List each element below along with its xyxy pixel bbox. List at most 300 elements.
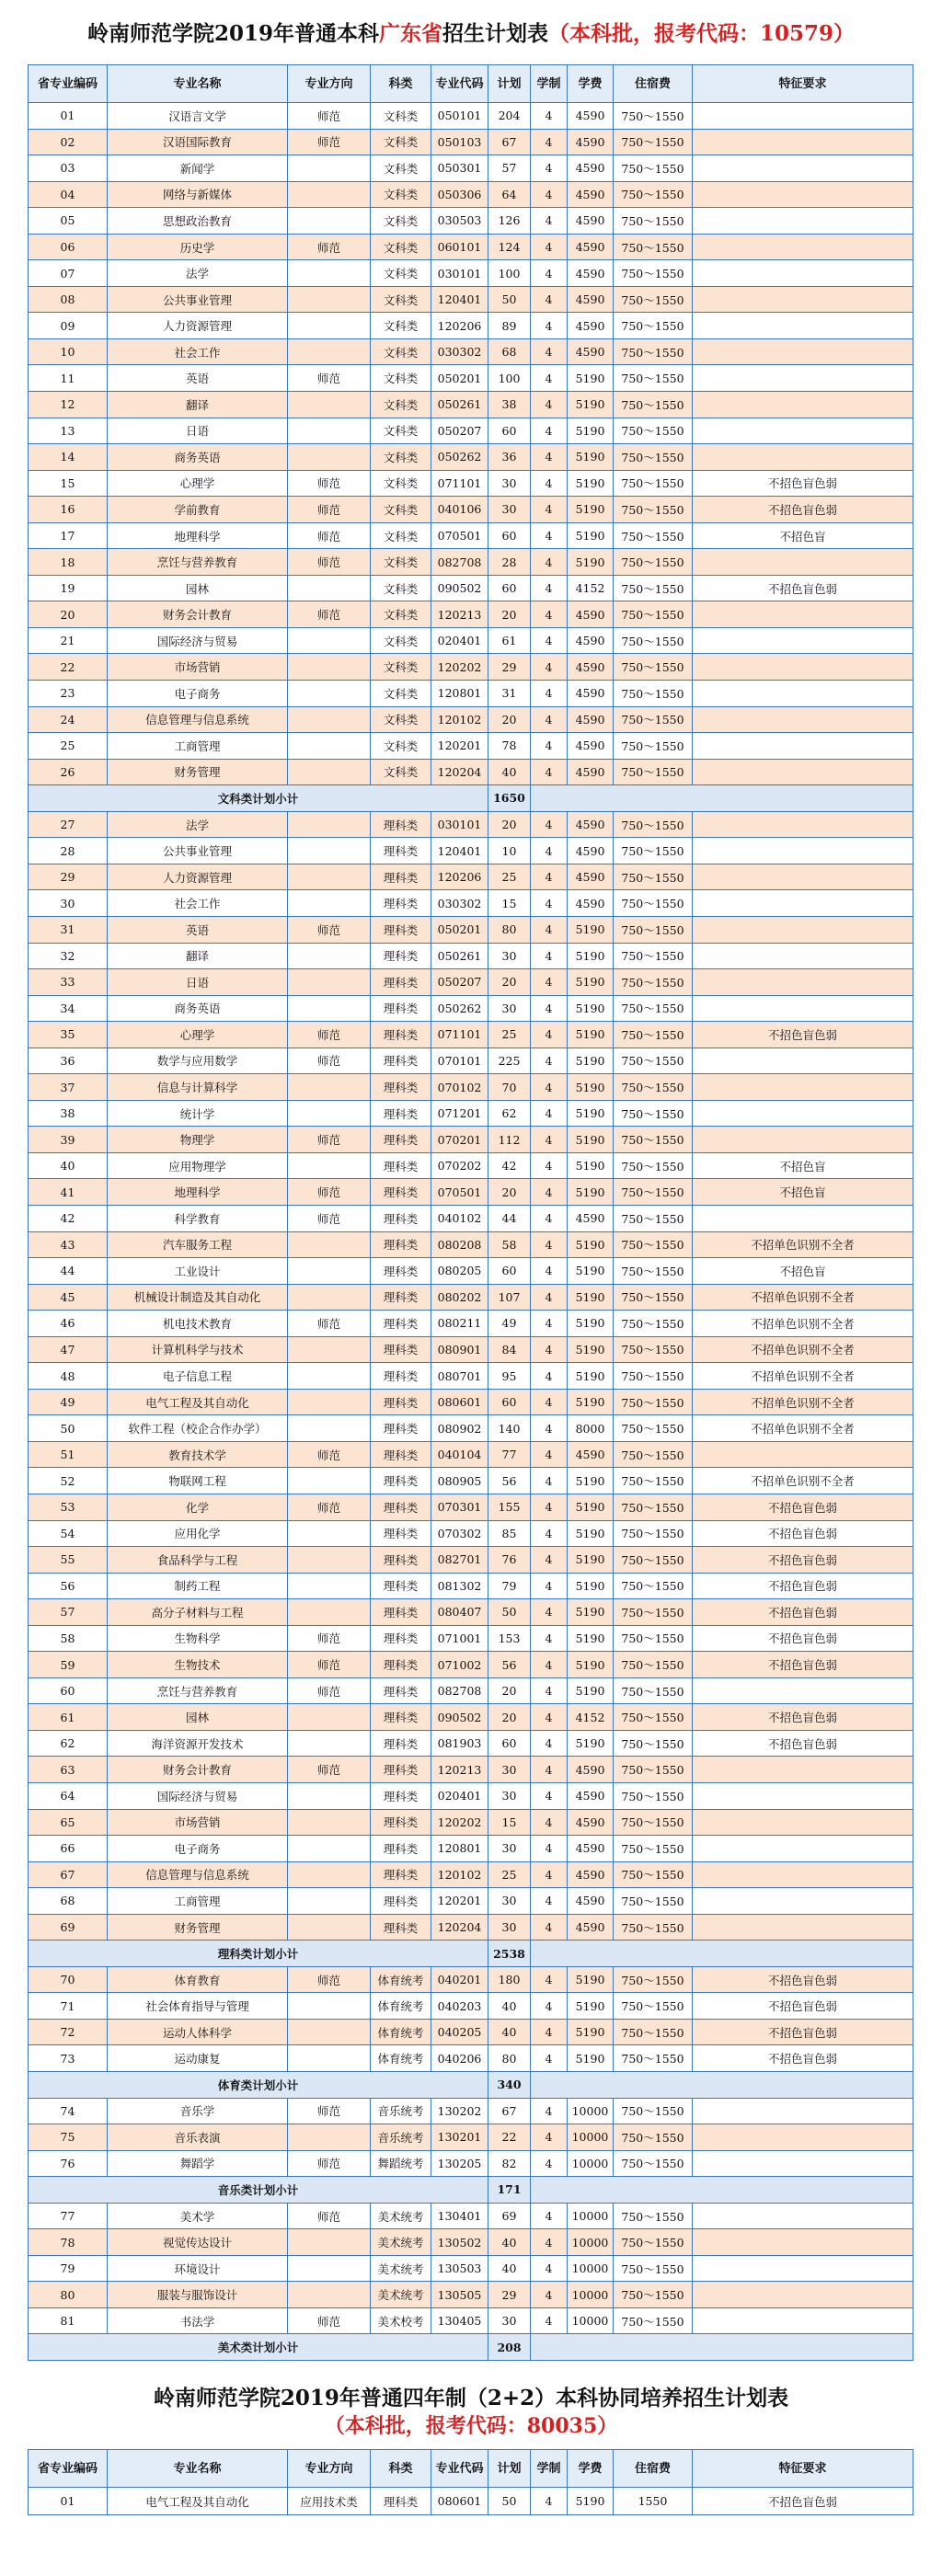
direction-cell [288, 943, 371, 969]
major-code-cell: 020401 [431, 1783, 488, 1810]
plan-cell: 84 [488, 1336, 531, 1363]
duration-cell: 4 [531, 1284, 568, 1311]
tuition-cell: 5190 [568, 1966, 614, 1993]
major-code-cell: 060101 [431, 234, 488, 260]
category-cell: 文科类 [371, 549, 431, 576]
plan-cell: 77 [488, 1441, 531, 1468]
direction-cell [288, 1468, 371, 1494]
category-cell: 理科类 [371, 1363, 431, 1390]
lodging-cell: 750～1550 [614, 2307, 693, 2334]
province-code-cell: 74 [29, 2098, 108, 2124]
duration-cell: 4 [531, 1363, 568, 1390]
category-cell: 理科类 [371, 1704, 431, 1731]
major-name-cell: 高分子材料与工程 [108, 1599, 288, 1626]
lodging-cell: 750～1550 [614, 155, 693, 182]
requirement-cell: 不招色盲色弱 [693, 1993, 913, 2020]
province-code-cell: 04 [29, 181, 108, 208]
major-code-cell: 050207 [431, 969, 488, 996]
major-name-cell: 机电技术教育 [108, 1311, 288, 1337]
tuition-cell: 5190 [568, 1494, 614, 1520]
direction-cell [288, 1888, 371, 1915]
direction-cell: 师范 [288, 1494, 371, 1520]
requirement-cell [693, 365, 913, 392]
duration-cell: 4 [531, 1022, 568, 1048]
category-cell: 理科类 [371, 1022, 431, 1048]
major-code-cell: 080202 [431, 1284, 488, 1311]
direction-cell: 师范 [288, 1966, 371, 1993]
requirement-cell: 不招色盲色弱 [693, 2045, 913, 2072]
direction-cell: 师范 [288, 1441, 371, 1468]
tuition-cell: 5190 [568, 1677, 614, 1704]
category-cell: 体育统考 [371, 2045, 431, 2072]
tuition-cell: 4590 [568, 338, 614, 365]
tuition-cell: 4590 [568, 864, 614, 890]
table-row [29, 418, 913, 444]
plan-cell: 67 [488, 129, 531, 155]
plan-cell: 155 [488, 1494, 531, 1520]
column-header: 专业名称 [108, 2450, 288, 2488]
column-header: 科类 [371, 2450, 431, 2488]
category-cell: 理科类 [371, 2488, 431, 2515]
major-code-cell: 080901 [431, 1336, 488, 1363]
category-cell: 理科类 [371, 1677, 431, 1704]
requirement-cell: 不招色盲 [693, 522, 913, 549]
tuition-cell: 4590 [568, 129, 614, 155]
plan-cell: 60 [488, 522, 531, 549]
direction-cell [288, 2255, 371, 2282]
table-row [29, 575, 913, 601]
duration-cell: 4 [531, 2255, 568, 2282]
category-cell: 文科类 [371, 706, 431, 733]
major-code-cell: 120401 [431, 286, 488, 313]
major-code-cell: 030302 [431, 890, 488, 917]
table-row [29, 365, 913, 392]
category-cell: 文科类 [371, 365, 431, 392]
duration-cell: 4 [531, 1074, 568, 1101]
direction-cell [288, 575, 371, 601]
table-row [29, 549, 913, 576]
table-row [29, 1573, 913, 1599]
lodging-cell: 750～1550 [614, 1284, 693, 1311]
column-header: 省专业编码 [29, 65, 108, 103]
major-name-cell: 财务管理 [108, 759, 288, 785]
table-row [29, 129, 913, 155]
category-cell: 理科类 [371, 916, 431, 943]
table-row [29, 1809, 913, 1836]
plan-cell: 22 [488, 2124, 531, 2151]
category-cell: 文科类 [371, 155, 431, 182]
column-header: 住宿费 [614, 2450, 693, 2488]
tuition-cell: 5190 [568, 1363, 614, 1390]
category-cell: 文科类 [371, 681, 431, 707]
province-code-cell: 67 [29, 1861, 108, 1888]
province-code-cell: 60 [29, 1677, 108, 1704]
duration-cell: 4 [531, 969, 568, 996]
major-name-cell: 市场营销 [108, 654, 288, 681]
table-row [29, 1677, 913, 1704]
major-code-cell: 130401 [431, 2203, 488, 2229]
lodging-cell: 750～1550 [614, 338, 693, 365]
province-code-cell: 11 [29, 365, 108, 392]
major-code-cell: 081302 [431, 1573, 488, 1599]
category-cell: 理科类 [371, 1783, 431, 1810]
requirement-cell [693, 1888, 913, 1915]
province-code-cell: 25 [29, 733, 108, 760]
requirement-cell: 不招色盲色弱 [693, 2019, 913, 2045]
direction-cell [288, 1389, 371, 1415]
plan-cell: 40 [488, 1993, 531, 2020]
table-row [29, 1757, 913, 1783]
table-header-row [29, 65, 913, 103]
category-cell: 理科类 [371, 1836, 431, 1862]
subtotal-label: 理科类计划小计 [29, 1941, 488, 1967]
duration-cell: 4 [531, 1311, 568, 1337]
province-code-cell: 44 [29, 1258, 108, 1285]
tuition-cell: 4590 [568, 1809, 614, 1836]
major-code-cell: 070501 [431, 1179, 488, 1206]
tuition-cell: 4590 [568, 181, 614, 208]
requirement-cell: 不招单色识别不全者 [693, 1363, 913, 1390]
subtotal-label: 文科类计划小计 [29, 785, 488, 812]
category-cell: 理科类 [371, 1625, 431, 1652]
major-code-cell: 070201 [431, 1127, 488, 1153]
category-cell: 美术校考 [371, 2307, 431, 2334]
duration-cell: 4 [531, 208, 568, 235]
table-row [29, 1336, 913, 1363]
table-row [29, 1730, 913, 1757]
tuition-cell: 10000 [568, 2255, 614, 2282]
category-cell: 理科类 [371, 1100, 431, 1127]
lodging-cell: 750～1550 [614, 286, 693, 313]
major-code-cell: 130202 [431, 2098, 488, 2124]
requirement-cell [693, 1861, 913, 1888]
plan-cell: 56 [488, 1652, 531, 1678]
duration-cell: 4 [531, 654, 568, 681]
province-code-cell: 19 [29, 575, 108, 601]
lodging-cell: 750～1550 [614, 2124, 693, 2151]
requirement-cell: 不招色盲色弱 [693, 470, 913, 497]
major-name-cell: 电子商务 [108, 681, 288, 707]
requirement-cell [693, 260, 913, 287]
lodging-cell: 750～1550 [614, 2282, 693, 2308]
major-name-cell: 社会工作 [108, 890, 288, 917]
lodging-cell: 750～1550 [614, 654, 693, 681]
table-row [29, 444, 913, 471]
major-name-cell: 烹饪与营养教育 [108, 549, 288, 576]
table-row [29, 2229, 913, 2256]
column-header: 学制 [531, 2450, 568, 2488]
lodging-cell: 750～1550 [614, 418, 693, 444]
major-name-cell: 统计学 [108, 1100, 288, 1127]
major-name-cell: 财务会计教育 [108, 1757, 288, 1783]
duration-cell: 4 [531, 522, 568, 549]
province-code-cell: 69 [29, 1914, 108, 1941]
direction-cell [288, 2019, 371, 2045]
province-code-cell: 46 [29, 1311, 108, 1337]
direction-cell [288, 155, 371, 182]
table-row [29, 2203, 913, 2229]
tuition-cell: 5190 [568, 1625, 614, 1652]
duration-cell: 4 [531, 838, 568, 864]
plan-cell: 20 [488, 1179, 531, 1206]
duration-cell: 4 [531, 995, 568, 1022]
plan-cell: 60 [488, 1258, 531, 1285]
duration-cell: 4 [531, 181, 568, 208]
major-code-cell: 050207 [431, 418, 488, 444]
major-name-cell: 市场营销 [108, 1809, 288, 1836]
plan-cell: 107 [488, 1284, 531, 1311]
duration-cell: 4 [531, 681, 568, 707]
requirement-cell: 不招色盲 [693, 1179, 913, 1206]
direction-cell: 师范 [288, 1205, 371, 1231]
major-code-cell: 080205 [431, 1258, 488, 1285]
category-cell: 理科类 [371, 1599, 431, 1626]
tuition-cell: 4590 [568, 706, 614, 733]
table-row [29, 1441, 913, 1468]
lodging-cell: 750～1550 [614, 2255, 693, 2282]
category-cell: 理科类 [371, 864, 431, 890]
duration-cell: 4 [531, 1441, 568, 1468]
category-cell: 理科类 [371, 1048, 431, 1074]
lodging-cell: 750～1550 [614, 1074, 693, 1101]
direction-cell [288, 864, 371, 890]
table-row [29, 654, 913, 681]
category-cell: 文科类 [371, 759, 431, 785]
direction-cell [288, 418, 371, 444]
plan-cell: 20 [488, 811, 531, 838]
plan-cell: 112 [488, 1127, 531, 1153]
tuition-cell: 4590 [568, 890, 614, 917]
duration-cell: 4 [531, 1520, 568, 1547]
table-row [29, 706, 913, 733]
category-cell: 理科类 [371, 1888, 431, 1915]
major-name-cell: 电子信息工程 [108, 1363, 288, 1390]
table-row [29, 1993, 913, 2020]
duration-cell: 4 [531, 1100, 568, 1127]
subtotal-label: 美术类计划小计 [29, 2334, 488, 2361]
category-cell: 文科类 [371, 601, 431, 628]
province-code-cell: 16 [29, 497, 108, 523]
major-name-cell: 工业设计 [108, 1258, 288, 1285]
direction-cell: 师范 [288, 1311, 371, 1337]
lodging-cell: 750～1550 [614, 1441, 693, 1468]
subtotal-filler [531, 785, 913, 812]
direction-cell [288, 2282, 371, 2308]
plan-cell: 85 [488, 1520, 531, 1547]
major-code-cell: 120801 [431, 681, 488, 707]
subtotal-filler [531, 2334, 913, 2361]
major-code-cell: 070202 [431, 1152, 488, 1179]
lodging-cell: 750～1550 [614, 181, 693, 208]
tuition-cell: 4152 [568, 575, 614, 601]
table-row [29, 1547, 913, 1574]
major-code-cell: 071001 [431, 1625, 488, 1652]
category-cell: 理科类 [371, 1152, 431, 1179]
major-name-cell: 日语 [108, 969, 288, 996]
duration-cell: 4 [531, 2098, 568, 2124]
table-row [29, 2150, 913, 2177]
duration-cell: 4 [531, 706, 568, 733]
tuition-cell: 4590 [568, 155, 614, 182]
major-name-cell: 软件工程（校企合作办学） [108, 1415, 288, 1442]
category-cell: 文科类 [371, 575, 431, 601]
category-cell: 理科类 [371, 890, 431, 917]
tuition-cell: 5190 [568, 1048, 614, 1074]
duration-cell: 4 [531, 601, 568, 628]
lodging-cell: 1550 [614, 2488, 693, 2515]
major-code-cell: 120102 [431, 1861, 488, 1888]
duration-cell: 4 [531, 1704, 568, 1731]
lodging-cell: 750～1550 [614, 681, 693, 707]
tuition-cell: 4590 [568, 838, 614, 864]
direction-cell [288, 338, 371, 365]
major-code-cell: 120213 [431, 601, 488, 628]
table-row [29, 1311, 913, 1337]
requirement-cell: 不招单色识别不全者 [693, 1336, 913, 1363]
table-row [29, 1179, 913, 1206]
lodging-cell: 750～1550 [614, 1599, 693, 1626]
direction-cell: 师范 [288, 1048, 371, 1074]
major-code-cell: 070301 [431, 1494, 488, 1520]
duration-cell: 4 [531, 2307, 568, 2334]
plan-cell: 25 [488, 1022, 531, 1048]
province-code-cell: 57 [29, 1599, 108, 1626]
duration-cell: 4 [531, 129, 568, 155]
plan-cell: 60 [488, 575, 531, 601]
direction-cell [288, 1599, 371, 1626]
table-row [29, 759, 913, 785]
plan-cell: 126 [488, 208, 531, 235]
major-name-cell: 物理学 [108, 1127, 288, 1153]
direction-cell [288, 313, 371, 339]
lodging-cell: 750～1550 [614, 1993, 693, 2020]
plan-cell: 80 [488, 2045, 531, 2072]
plan-cell: 30 [488, 1836, 531, 1862]
major-name-cell: 计算机科学与技术 [108, 1336, 288, 1363]
lodging-cell: 750～1550 [614, 260, 693, 287]
category-cell: 文科类 [371, 208, 431, 235]
major-name-cell: 园林 [108, 575, 288, 601]
province-code-cell: 28 [29, 838, 108, 864]
tuition-cell: 4590 [568, 1836, 614, 1862]
direction-cell [288, 2229, 371, 2256]
table-row [29, 1152, 913, 1179]
plan-cell: 30 [488, 1757, 531, 1783]
direction-cell [288, 1231, 371, 1258]
plan-cell: 44 [488, 1205, 531, 1231]
table-row [29, 1914, 913, 1941]
major-code-cell: 030101 [431, 811, 488, 838]
category-cell: 体育统考 [371, 1993, 431, 2020]
duration-cell: 4 [531, 627, 568, 654]
tuition-cell: 5190 [568, 1336, 614, 1363]
duration-cell: 4 [531, 1625, 568, 1652]
tuition-cell: 4590 [568, 681, 614, 707]
major-code-cell: 050201 [431, 916, 488, 943]
category-cell: 文科类 [371, 260, 431, 287]
requirement-cell [693, 444, 913, 471]
plan-cell: 69 [488, 2203, 531, 2229]
province-code-cell: 42 [29, 1205, 108, 1231]
direction-cell [288, 1415, 371, 1442]
direction-cell [288, 1993, 371, 2020]
duration-cell: 4 [531, 338, 568, 365]
table-row [29, 1625, 913, 1652]
tuition-cell: 5190 [568, 392, 614, 418]
lodging-cell: 750～1550 [614, 392, 693, 418]
province-code-cell: 23 [29, 681, 108, 707]
tuition-cell: 5190 [568, 470, 614, 497]
major-code-cell: 030302 [431, 338, 488, 365]
subtotal-value: 1650 [488, 785, 531, 812]
lodging-cell: 750～1550 [614, 1966, 693, 1993]
major-name-cell: 心理学 [108, 1022, 288, 1048]
duration-cell: 4 [531, 1336, 568, 1363]
category-cell: 理科类 [371, 811, 431, 838]
tuition-cell: 4590 [568, 1888, 614, 1915]
major-name-cell: 法学 [108, 260, 288, 287]
column-header: 专业代码 [431, 65, 488, 103]
duration-cell: 4 [531, 549, 568, 576]
major-name-cell: 运动人体科学 [108, 2019, 288, 2045]
major-code-cell: 120202 [431, 654, 488, 681]
table-row [29, 497, 913, 523]
plan-cell: 68 [488, 338, 531, 365]
subtotal-value: 2538 [488, 1941, 531, 1967]
lodging-cell: 750～1550 [614, 1231, 693, 1258]
province-code-cell: 72 [29, 2019, 108, 2045]
column-header: 专业名称 [108, 65, 288, 103]
plan-cell: 50 [488, 2488, 531, 2515]
requirement-cell [693, 2203, 913, 2229]
tuition-cell: 5190 [568, 1179, 614, 1206]
requirement-cell [693, 2282, 913, 2308]
table-row [29, 1022, 913, 1048]
major-code-cell: 071101 [431, 470, 488, 497]
requirement-cell [693, 181, 913, 208]
subtotal-value: 171 [488, 2177, 531, 2204]
table-row [29, 2019, 913, 2045]
lodging-cell: 750～1550 [614, 1809, 693, 1836]
requirement-cell: 不招单色识别不全者 [693, 1284, 913, 1311]
major-name-cell: 数学与应用数学 [108, 1048, 288, 1074]
table-row [29, 1415, 913, 1442]
province-code-cell: 03 [29, 155, 108, 182]
table-row [29, 1363, 913, 1390]
category-cell: 文科类 [371, 392, 431, 418]
plan-cell: 30 [488, 1914, 531, 1941]
major-code-cell: 082708 [431, 1677, 488, 1704]
direction-cell: 师范 [288, 365, 371, 392]
duration-cell: 4 [531, 470, 568, 497]
table-row [29, 1100, 913, 1127]
requirement-cell: 不招色盲色弱 [693, 1494, 913, 1520]
duration-cell: 4 [531, 1730, 568, 1757]
column-header: 学制 [531, 65, 568, 103]
duration-cell: 4 [531, 864, 568, 890]
plan-cell: 20 [488, 706, 531, 733]
requirement-cell [693, 1127, 913, 1153]
direction-cell [288, 444, 371, 471]
province-code-cell: 10 [29, 338, 108, 365]
duration-cell: 4 [531, 1783, 568, 1810]
duration-cell: 4 [531, 2045, 568, 2072]
subtotal-filler [531, 1941, 913, 1967]
major-name-cell: 食品科学与工程 [108, 1547, 288, 1574]
lodging-cell: 750～1550 [614, 1573, 693, 1599]
category-cell: 理科类 [371, 1468, 431, 1494]
major-code-cell: 080905 [431, 1468, 488, 1494]
